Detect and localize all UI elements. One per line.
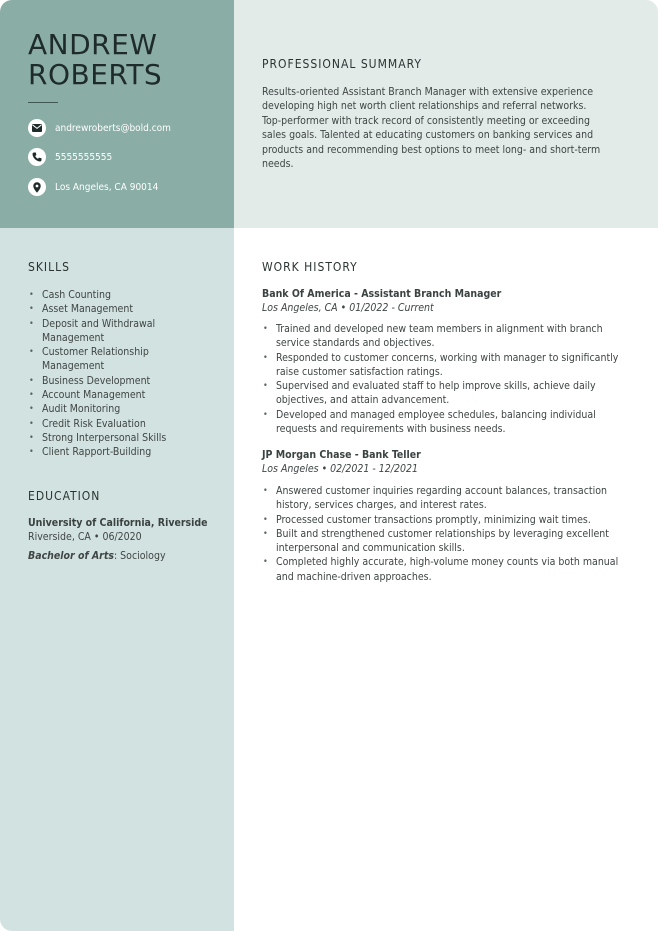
name-divider: [28, 102, 58, 103]
work-history-heading: WORK HISTORY: [262, 260, 358, 274]
envelope-icon: [28, 119, 46, 137]
job-duty: • Built and strengthened customer relationships by leveraging excellent interpersonal and communication skills.: [262, 527, 638, 556]
skill-item: • Strong Interpersonal Skills: [28, 431, 228, 445]
contact-location: Los Angeles, CA 90014: [55, 181, 159, 193]
job-duties-list: [262, 322, 628, 436]
summary-line: developing high net worth client relationships and referral networks.: [262, 100, 587, 113]
job-duty: • Developed and managed employee schedules, balancing individual requests and requirements with business needs.: [262, 408, 628, 437]
skill-item: • Deposit and Withdrawal Management: [28, 317, 162, 346]
last-name: ROBERTS: [28, 58, 163, 91]
summary-line: Results-oriented Assistant Branch Manager with extensive experience: [262, 86, 594, 98]
degree-field: : Sociology: [113, 550, 166, 562]
job-duty: • Responded to customer concerns, working with manager to significantly raise customer satisfaction ratings.: [262, 351, 628, 380]
job-meta: Los Angeles, CA • 01/2022 - Current: [262, 302, 434, 314]
skills-heading: SKILLS: [28, 260, 70, 274]
summary-line: Top-performer with track record of consistently meeting or exceeding: [262, 114, 590, 127]
contact-phone-row: [28, 148, 112, 166]
job-duty: • Trained and developed new team members in alignment with branch service standards and objectives.: [262, 322, 628, 351]
skill-item: • Audit Monitoring: [28, 402, 228, 416]
job-duty: • Answered customer inquiries regarding account balances, transaction history, services charges, and interest rates.: [262, 484, 638, 513]
job-title: Bank Of America - Assistant Branch Manager: [262, 288, 502, 300]
candidate-name: [28, 30, 228, 90]
job-meta: Los Angeles • 02/2021 - 12/2021: [262, 463, 419, 475]
job-title: JP Morgan Chase - Bank Teller: [262, 449, 421, 461]
job-duty: • Processed customer transactions promptly, minimizing wait times.: [262, 513, 638, 527]
degree-label: Bachelor of Arts: [28, 550, 114, 562]
skill-item: • Client Rapport-Building: [28, 445, 228, 459]
summary-line: needs.: [262, 158, 294, 171]
contact-location-row: [28, 178, 158, 196]
skill-item: • Account Management: [28, 388, 228, 402]
skill-item: • Business Development: [28, 374, 228, 388]
skill-item: • Cash Counting: [28, 288, 228, 302]
job-duty: • Completed highly accurate, high-volume money counts via both manual and machine-driven approaches.: [262, 555, 638, 584]
education-location-date: Riverside, CA • 06/2020: [28, 531, 142, 543]
first-name: ANDREW: [28, 28, 158, 61]
education-heading: EDUCATION: [28, 489, 101, 503]
summary-line: products and recommending best options to meet long- and short-term: [262, 143, 601, 156]
skill-item: • Credit Risk Evaluation: [28, 417, 228, 431]
job-duty: • Supervised and evaluated staff to help improve skills, achieve daily objectives, and attain advancement.: [262, 379, 628, 408]
education-degree: [28, 550, 166, 562]
job-duties-list: [262, 484, 638, 584]
location-pin-icon: [28, 178, 46, 196]
skill-item: • Asset Management: [28, 302, 228, 316]
contact-phone[interactable]: 5555555555: [55, 151, 113, 163]
contact-email-row: [28, 119, 171, 137]
summary-text: [262, 85, 632, 171]
contact-email[interactable]: andrewroberts@bold.com: [55, 122, 171, 134]
education-school: University of California, Riverside: [28, 517, 208, 529]
summary-heading: PROFESSIONAL SUMMARY: [262, 57, 422, 71]
skill-item: • Customer Relationship Management: [28, 345, 162, 374]
summary-line: sales goals. Talented at educating customers on banking services and: [262, 129, 594, 142]
skills-list: [28, 288, 228, 460]
phone-icon: [28, 148, 46, 166]
